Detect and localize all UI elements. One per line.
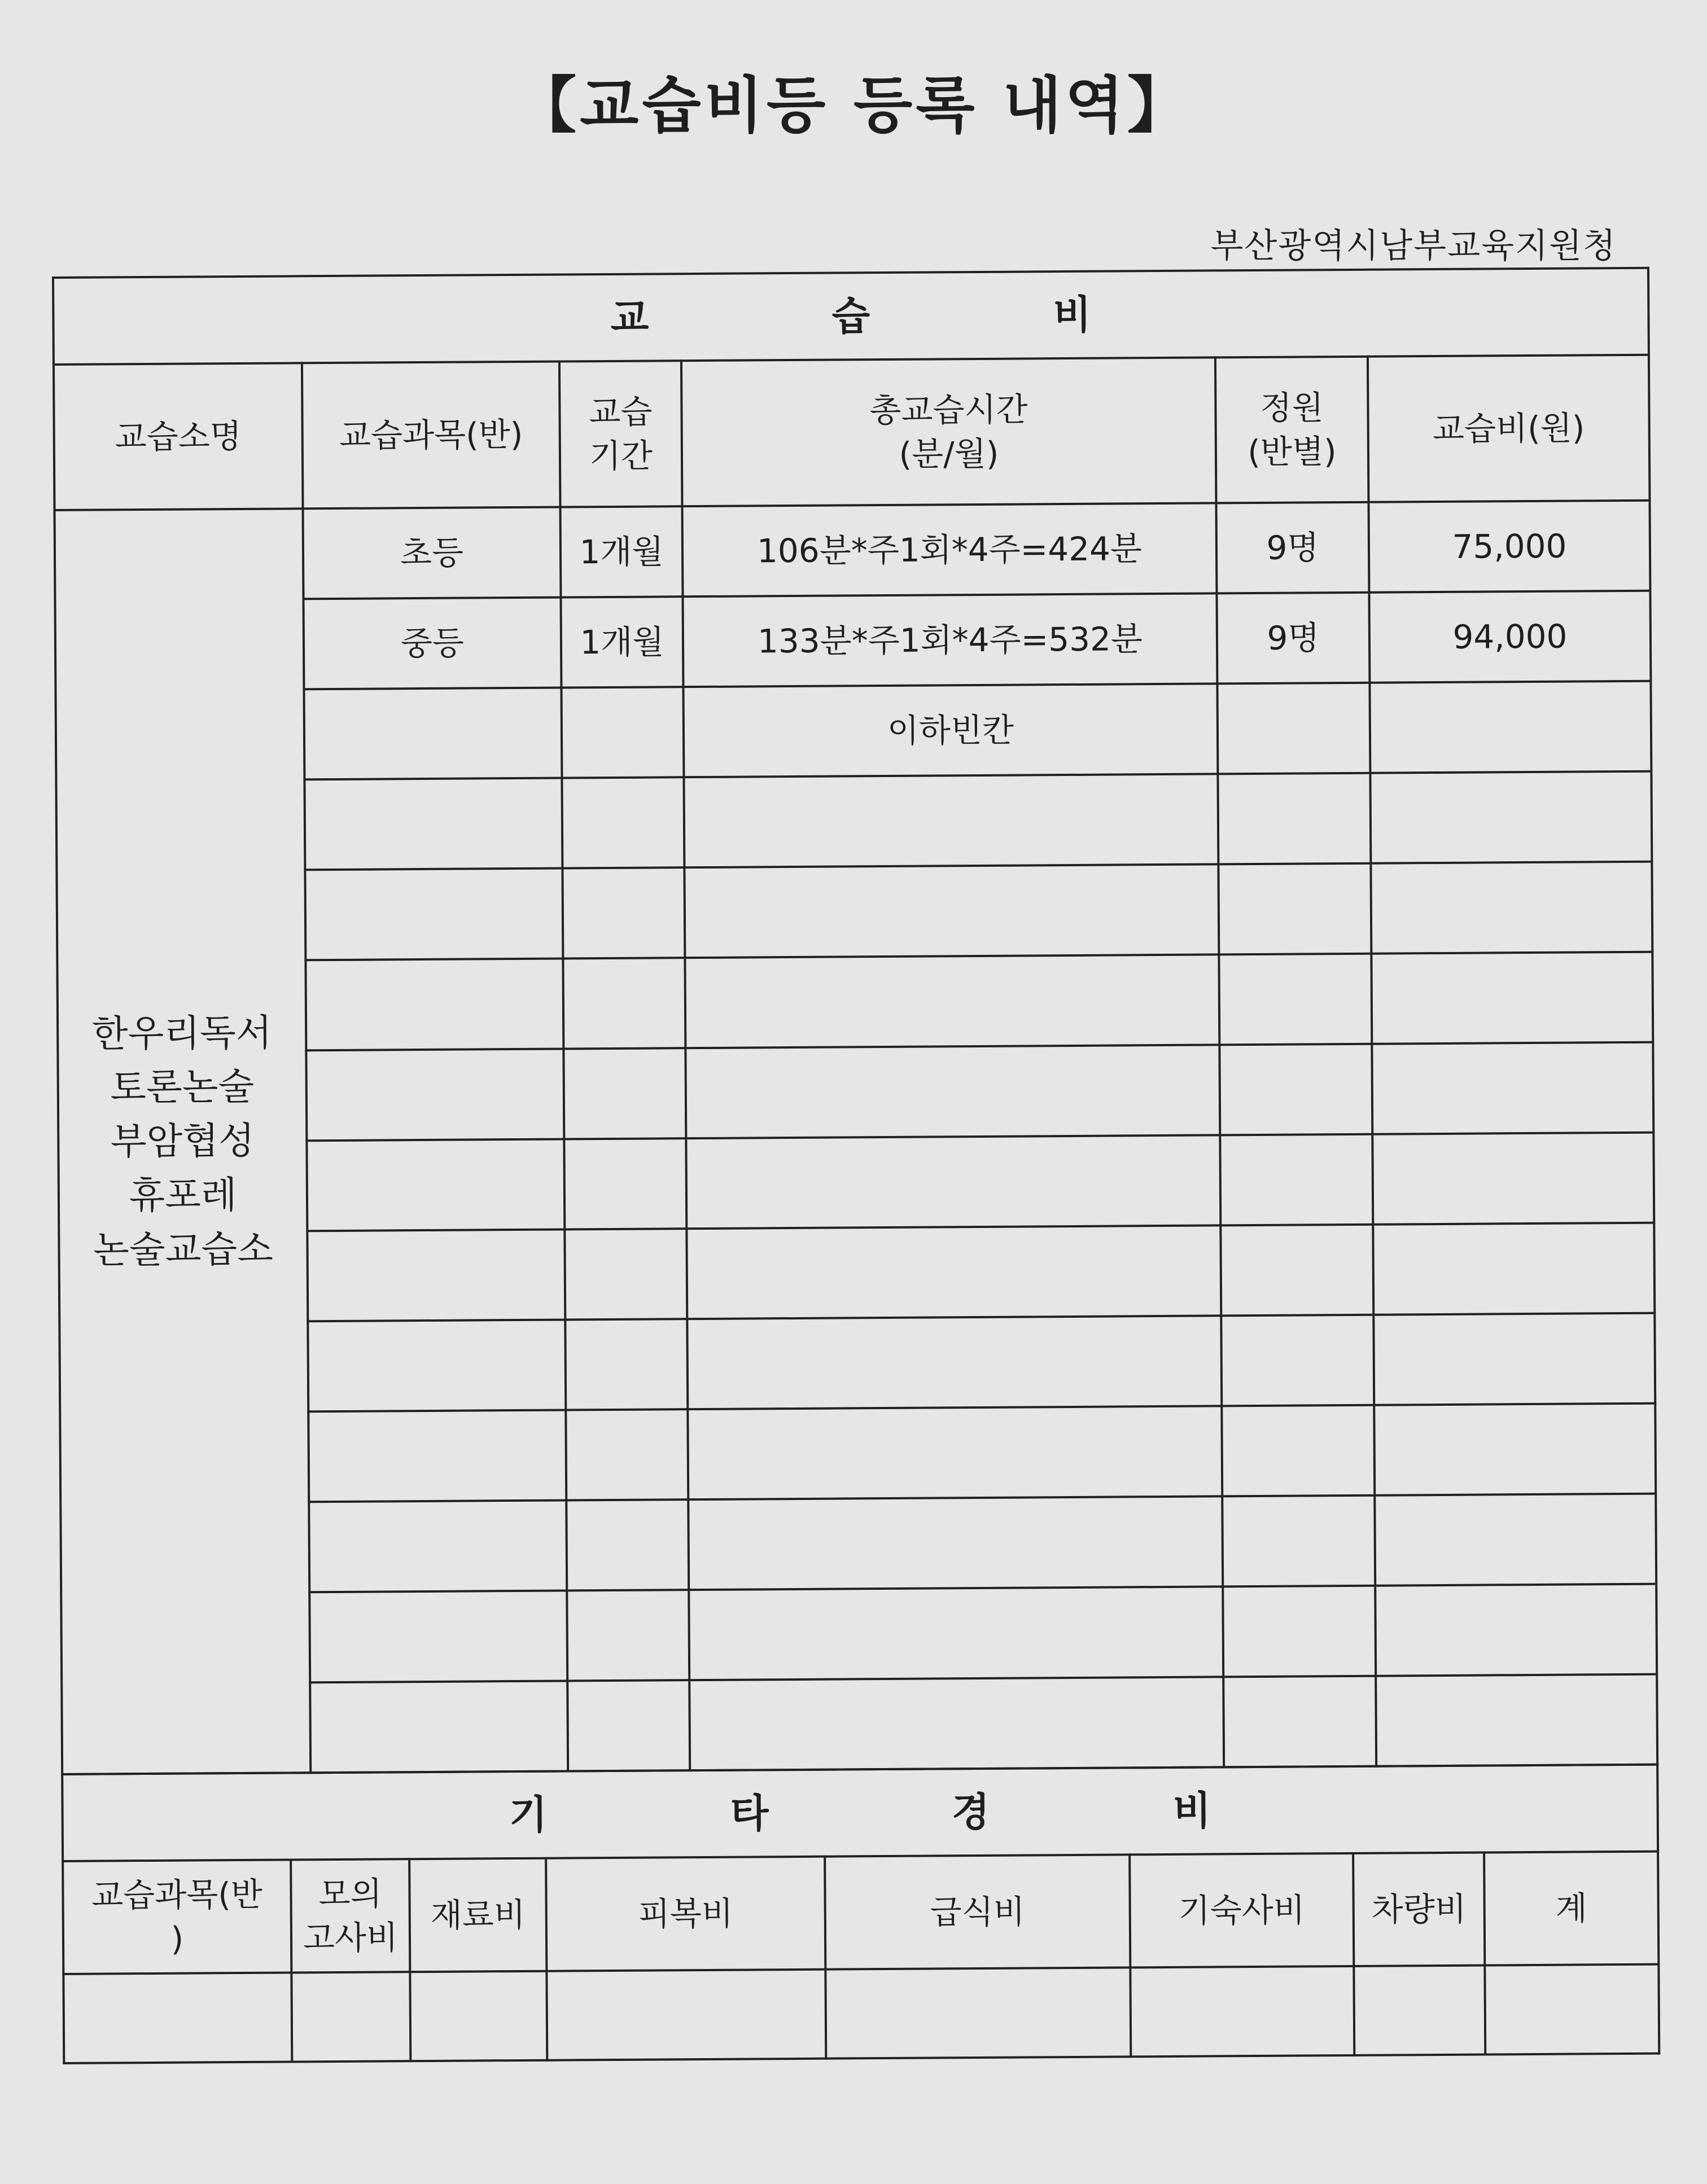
cell-capacity xyxy=(1223,1586,1376,1677)
cell-subject xyxy=(310,1681,568,1773)
header-dormitory-fee: 기숙사비 xyxy=(1130,1853,1354,1967)
header-materials-fee: 재료비 xyxy=(409,1858,546,1972)
cell-fee xyxy=(1373,1313,1655,1405)
cell-capacity xyxy=(1218,773,1371,865)
cell-hours xyxy=(684,774,1218,867)
cell-hours xyxy=(685,954,1219,1048)
cell-hours: 133분*주1회*4주=532분 xyxy=(682,593,1217,687)
cell-subject xyxy=(305,958,563,1050)
header-vehicle-fee: 차량비 xyxy=(1353,1853,1485,1966)
cell-subject xyxy=(307,1229,565,1321)
header-other-subject: 교습과목(반 ) xyxy=(63,1860,291,1974)
school-name-line: 토론논술 xyxy=(110,1065,255,1109)
cell-subject xyxy=(307,1139,564,1231)
cell-period xyxy=(563,1048,686,1139)
cell-capacity xyxy=(1223,1676,1376,1768)
cell-fee xyxy=(1375,1584,1657,1676)
other-expenses-table xyxy=(61,1764,1660,2064)
header-fee: 교습비(원) xyxy=(1368,355,1650,502)
cell-subject xyxy=(305,868,563,960)
cell-hours xyxy=(689,1677,1224,1770)
cell-period: 1개월 xyxy=(561,506,683,597)
cell-hours xyxy=(688,1406,1222,1499)
cell-period xyxy=(562,867,685,958)
school-name-cell xyxy=(55,508,311,1774)
cell-period xyxy=(565,1319,688,1410)
cell-fee xyxy=(1371,952,1653,1044)
cell-period xyxy=(567,1590,689,1681)
school-name-line: 부암협성 xyxy=(110,1119,255,1164)
cell-hours xyxy=(688,1496,1223,1590)
cell-period: 1개월 xyxy=(561,597,683,687)
cell-subject xyxy=(304,778,562,870)
cell-fee xyxy=(1370,771,1652,863)
cell-fee xyxy=(1369,681,1651,773)
cell-period xyxy=(562,777,684,868)
cell-capacity xyxy=(1219,1044,1372,1135)
cell-capacity xyxy=(1218,863,1371,955)
cell-capacity xyxy=(1221,1315,1374,1406)
cell-subject xyxy=(308,1410,566,1502)
cell-period xyxy=(567,1680,690,1771)
cell-uniform-fee xyxy=(546,1970,826,2060)
cell-fee xyxy=(1372,1133,1654,1225)
registration-form xyxy=(52,267,1658,2105)
cell-hours: 106분*주1회*4주=424분 xyxy=(682,503,1217,597)
cell-capacity xyxy=(1222,1496,1375,1587)
cell-capacity xyxy=(1217,683,1370,774)
header-mock-exam-fee: 모의 고사비 xyxy=(291,1859,410,1972)
cell-hours xyxy=(687,1315,1222,1409)
cell-subject xyxy=(306,1049,564,1141)
cell-total xyxy=(1485,1964,1659,2055)
cell-period xyxy=(563,958,685,1049)
cell-other-subject xyxy=(63,1972,292,2063)
cell-hours xyxy=(684,864,1219,958)
cell-hours xyxy=(689,1586,1223,1680)
other-expenses-heading: 기 타 경 비 xyxy=(62,1765,1658,1861)
header-meal-fee: 급식비 xyxy=(825,1854,1130,1969)
cell-hours xyxy=(686,1135,1220,1229)
tuition-table xyxy=(52,267,1658,1775)
cell-subject: 초등 xyxy=(303,507,561,599)
school-name-line: 한우리독서 xyxy=(91,1011,272,1056)
cell-capacity: 9명 xyxy=(1216,593,1369,684)
cell-fee: 75,000 xyxy=(1368,501,1650,593)
cell-period xyxy=(566,1499,689,1590)
header-capacity: 정원 (반별) xyxy=(1215,357,1369,503)
header-total-hours: 총교습시간 (분/월) xyxy=(681,357,1216,506)
cell-capacity xyxy=(1220,1225,1373,1316)
cell-fee xyxy=(1373,1223,1655,1315)
issuing-office: 부산광역시남부교육지원청 xyxy=(1210,226,1617,266)
cell-hours xyxy=(686,1225,1221,1319)
cell-subject xyxy=(309,1590,567,1682)
cell-subject: 중등 xyxy=(303,598,561,690)
school-name-line: 논술교습소 xyxy=(93,1227,274,1272)
cell-fee xyxy=(1376,1674,1657,1766)
cell-period xyxy=(564,1138,686,1229)
cell-subject xyxy=(309,1500,567,1592)
cell-capacity xyxy=(1219,954,1372,1045)
cell-hours: 이하빈칸 xyxy=(683,683,1218,777)
cell-mock-exam-fee xyxy=(291,1972,410,2062)
cell-fee xyxy=(1371,862,1652,954)
cell-vehicle-fee xyxy=(1354,1966,1485,2055)
cell-capacity xyxy=(1220,1134,1373,1226)
cell-fee: 94,000 xyxy=(1369,591,1651,683)
tuition-section-heading: 교 습 비 xyxy=(53,268,1649,365)
cell-materials-fee xyxy=(410,1971,547,2061)
page-title: 【교습비등 등록 내역】 xyxy=(515,71,1192,141)
header-total: 계 xyxy=(1484,1852,1658,1966)
table-row xyxy=(63,1964,1659,2063)
cell-capacity: 9명 xyxy=(1216,502,1369,594)
header-subject: 교습과목(반) xyxy=(302,362,561,509)
cell-fee xyxy=(1374,1404,1656,1496)
cell-subject xyxy=(308,1319,566,1411)
cell-dormitory-fee xyxy=(1130,1966,1354,2056)
school-name-line: 휴포레 xyxy=(129,1173,237,1218)
cell-subject xyxy=(304,688,562,780)
cell-fee xyxy=(1372,1042,1653,1134)
cell-period xyxy=(566,1409,688,1500)
header-period: 교습 기간 xyxy=(559,361,682,507)
header-school-name: 교습소명 xyxy=(54,363,303,510)
cell-meal-fee xyxy=(825,1967,1131,2058)
cell-capacity xyxy=(1222,1405,1375,1497)
cell-hours xyxy=(685,1045,1220,1138)
cell-period xyxy=(561,687,684,778)
cell-period xyxy=(564,1229,687,1319)
header-uniform-fee: 피복비 xyxy=(546,1857,825,1971)
cell-fee xyxy=(1375,1494,1656,1586)
